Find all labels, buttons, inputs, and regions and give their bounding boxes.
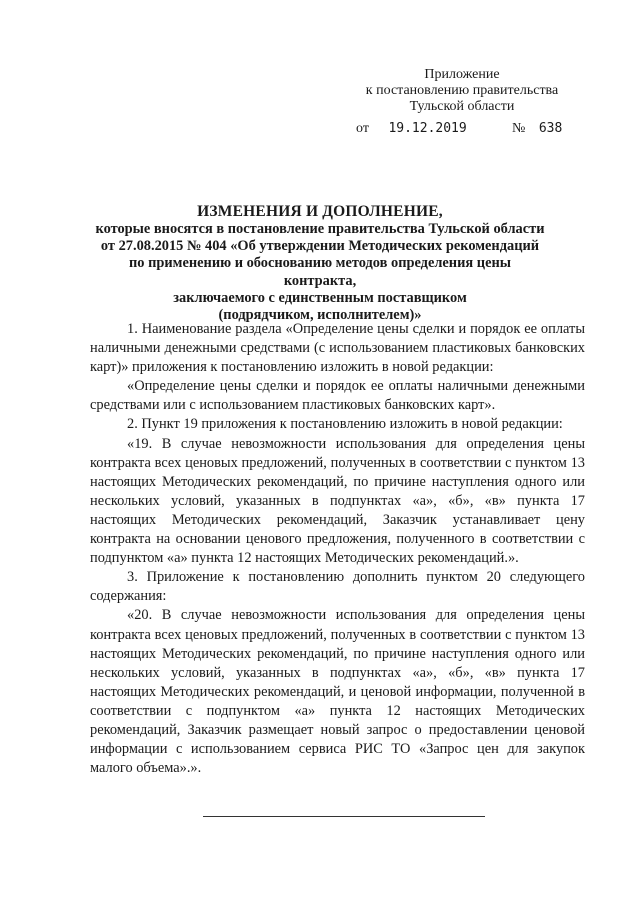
annex-reference: к постановлению правительства (365, 83, 559, 98)
annex-block (352, 67, 572, 115)
paragraph-item-3: 3. Приложение к постановлению дополнить пунктом 20 следующего содержания: (90, 569, 585, 605)
annex-label: Приложение (424, 67, 500, 82)
title-line: заключаемого с единственным поставщиком (173, 289, 467, 306)
end-divider (203, 816, 485, 817)
paragraph-quote-19: «19. В случае невозможности использования для определения цены контракта всех ценовых предложений, полученных в соответствии с пунктом 13 настоящих Методических рекомендаций, по причине наступления одного или нескольких условий, указанных в подпунктах «а», «б», «в» пункта 17 настоящих Методических рекомендаций, Заказчик устанавливает цену контракта на основании ценового предложения, полученного в соответствии с подпунктом «а» пункта 12 настоящих Методических рекомендаций.». (90, 435, 585, 567)
title-heading: ИЗМЕНЕНИЯ И ДОПОЛНЕНИЕ, (197, 203, 443, 220)
paragraph-item-1: 1. Наименование раздела «Определение цены сделки и порядок ее оплаты наличными денежными средствами (с использованием пластиковых банковских карт)» приложения к постановлению изложить в новой редакции: (90, 321, 585, 376)
document-number-group (512, 121, 562, 137)
title-line: по применению и обоснованию методов определения цены контракта, (129, 255, 511, 289)
annex-region: Тульской области (409, 99, 515, 114)
document-title (95, 203, 545, 324)
paragraph-quote-1: «Определение цены сделки и порядок ее оплаты наличными денежными средствами или с использованием пластиковых банковских карт». (90, 378, 585, 414)
document-date-number (356, 121, 563, 137)
paragraph-item-2: 2. Пункт 19 приложения к постановлению изложить в новой редакции: (127, 416, 563, 433)
document-number: 638 (538, 121, 563, 136)
paragraph-quote-20: «20. В случае невозможности использования для определения цены контракта всех ценовых предложений, полученных в соответствии с пунктом 13 настоящих Методических рекомендаций, по причине наступления одного или нескольких условий, указанных в подпунктах «а», «б», «в» пункта 17 настоящих Методических рекомендаций, и ценовой информации, полученной в соответствии с подпунктом «а» пункта 12 настоящих Методических рекомендаций, Заказчик размещает новый запрос о предоставлении ценовой информации с использованием сервиса РИС ТО «Запрос цен для закупок малого объема».». (90, 607, 585, 777)
document-date: 19.12.2019 (388, 121, 467, 136)
number-label: № (512, 121, 526, 136)
title-line: от 27.08.2015 № 404 «Об утверждении Методических рекомендаций (100, 238, 540, 255)
title-line: которые вносятся в постановление правительства Тульской области (95, 221, 545, 237)
document-body (90, 320, 585, 778)
title-line: (подрядчиком, исполнителем)» (218, 307, 422, 324)
from-label: от (356, 121, 369, 136)
